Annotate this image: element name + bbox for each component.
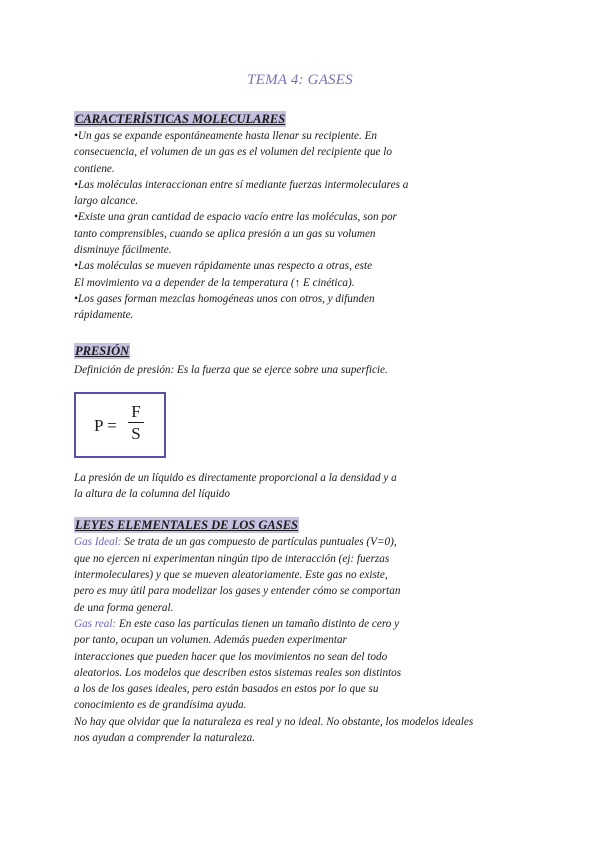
paragraph-line: interacciones que pueden hacer que los movimientos no sean del todo (74, 650, 388, 663)
paragraph-line: que no ejercen ni experimentan ningún tipo de interacción (ej: fuerzas (74, 552, 390, 565)
formula-box (74, 392, 166, 458)
ideal-gas-line (74, 534, 514, 550)
formula-numerator: F (131, 401, 141, 421)
paragraph-line: aleatorios. Los modelos que describen estos sistemas reales son distintos (74, 666, 402, 679)
paragraph-line: La presión de un líquido es directamente proporcional a la densidad y a (74, 471, 397, 484)
paragraph-line: de una forma general. (74, 601, 174, 614)
paragraph-line: •Las moléculas se mueven rápidamente unas respecto a otras, este (74, 260, 373, 273)
paragraph-line: nos ayudan a comprender la naturaleza. (74, 732, 256, 745)
section-heading: PRESIÓN (75, 343, 130, 358)
paragraph-line: por tanto, ocupan un volumen. Además pueden experimentar (74, 634, 347, 647)
paragraph-line: disminuye fácilmente. (74, 244, 172, 257)
formula-fraction (128, 402, 144, 445)
section-heading: LEYES ELEMENTALES DE LOS GASES (75, 518, 298, 533)
paragraph-line: a los de los gases ideales, pero están basados en estos por lo que su (74, 683, 379, 696)
paragraph-line: consecuencia, el volumen de un gas es el volumen del recipiente que lo (74, 146, 393, 159)
paragraph-line: tanto comprensibles, cuando se aplica presión a un gas su volumen (74, 227, 376, 240)
paragraph-line: pero es muy útil para modelizar los gases y entender cómo se comportan (74, 585, 401, 598)
section-heading: CARACTERÍSTICAS MOLECULARES (75, 112, 286, 126)
paragraph-line: intermoleculares) y que se mueven aleatoriamente. Este gas no existe, (74, 569, 388, 582)
real-gas-label: Gas real: (74, 617, 117, 630)
paragraph-line: •Un gas se expande espontáneamente hasta llenar su recipiente. En (74, 130, 378, 142)
section-pressure (74, 342, 514, 503)
formula-lhs: P = (94, 415, 117, 435)
ideal-gas-text: Se trata de un gas compuesto de partículas puntuales (V=0), (121, 536, 397, 549)
paragraph-line: la altura de la columna del líquido (74, 488, 230, 501)
paragraph-line: •Los gases forman mezclas homogéneas unos con otros, y difunden (74, 292, 375, 305)
ideal-gas-label: Gas Ideal: (74, 536, 122, 549)
paragraph-line: •Existe una gran cantidad de espacio vacío entre las moléculas, son por (74, 211, 397, 224)
section-gas-laws (74, 516, 514, 746)
real-gas-line (74, 616, 514, 632)
page-title: TEMA 4: GASES (247, 72, 353, 88)
paragraph-line: No hay que olvidar que la naturaleza es real y no ideal. No obstante, los modelos ideales (74, 715, 474, 728)
paragraph-line: El movimiento va a depender de la temperatura (↑ E cinética). (74, 276, 355, 289)
formula-denominator: S (131, 423, 141, 443)
paragraph-line: largo alcance. (74, 195, 139, 208)
pressure-definition: Definición de presión: Es la fuerza que se ejerce sobre una superficie. (74, 363, 388, 376)
paragraph-line: rápidamente. (74, 309, 134, 322)
paragraph-line: conocimiento es de grandísima ayuda. (74, 699, 247, 712)
document-body (74, 110, 514, 746)
paragraph-line: contiene. (74, 162, 115, 175)
paragraph-line: •Las moléculas interaccionan entre sí mediante fuerzas intermoleculares a (74, 178, 409, 191)
section-molecular (74, 110, 514, 324)
real-gas-text: En este caso las partículas tienen un tamaño distinto de cero y (116, 617, 400, 630)
